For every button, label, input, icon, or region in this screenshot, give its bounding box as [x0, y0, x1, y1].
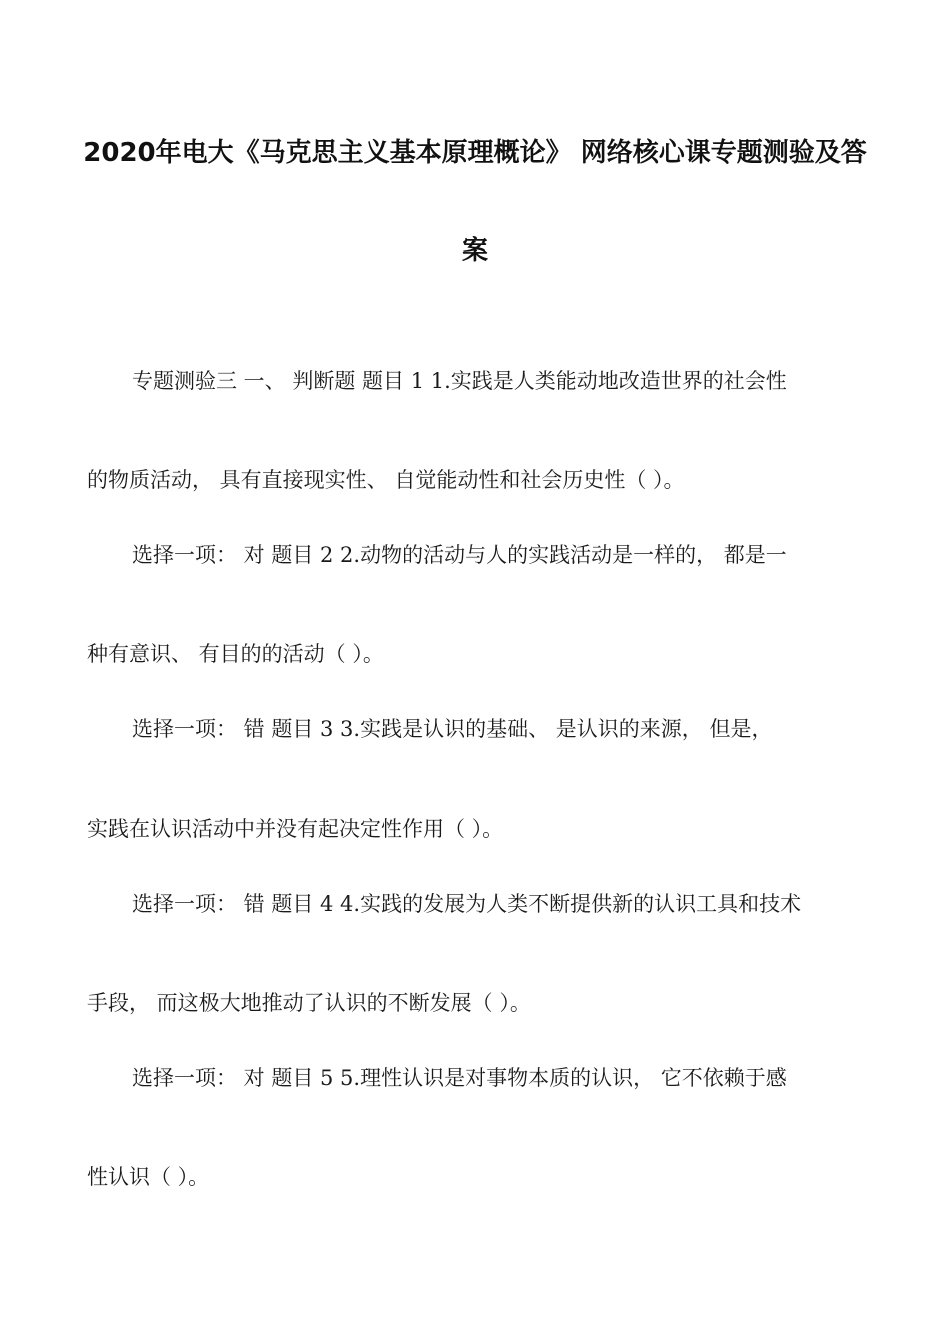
paragraph-line: 选择一项： 错 题目 4 4.实践的发展为人类不断提供新的认识工具和技术 [132, 892, 802, 916]
paragraph-line: 选择一项： 对 题目 2 2.动物的活动与人的实践活动是一样的， 都是一 [132, 543, 787, 567]
paragraph-line: 选择一项： 错 题目 3 3.实践是认识的基础、 是认识的来源， 但是， [132, 717, 773, 741]
paragraph-line: 的物质活动， 具有直接现实性、 自觉能动性和社会历史性（ ）。 [87, 468, 685, 492]
paragraph-line: 手段， 而这极大地推动了认识的不断发展（ ）。 [87, 991, 531, 1015]
paragraph-line: 实践在认识活动中并没有起决定性作用（ ）。 [87, 817, 504, 841]
document-title-line-2: 案 [461, 236, 488, 266]
paragraph-line: 性认识（ ）。 [87, 1165, 210, 1189]
document-title-line-1: 2020年电大《马克思主义基本原理概论》 网络核心课专题测验及答 [83, 138, 867, 168]
paragraph-line: 专题测验三 一、 判断题 题目 1 1.实践是人类能动地改造世界的社会性 [132, 369, 787, 393]
paragraph-line: 选择一项： 对 题目 5 5.理性认识是对事物本质的认识， 它不依赖于感 [132, 1066, 787, 1090]
paragraph-line: 种有意识、 有目的的活动（ ）。 [87, 642, 384, 666]
